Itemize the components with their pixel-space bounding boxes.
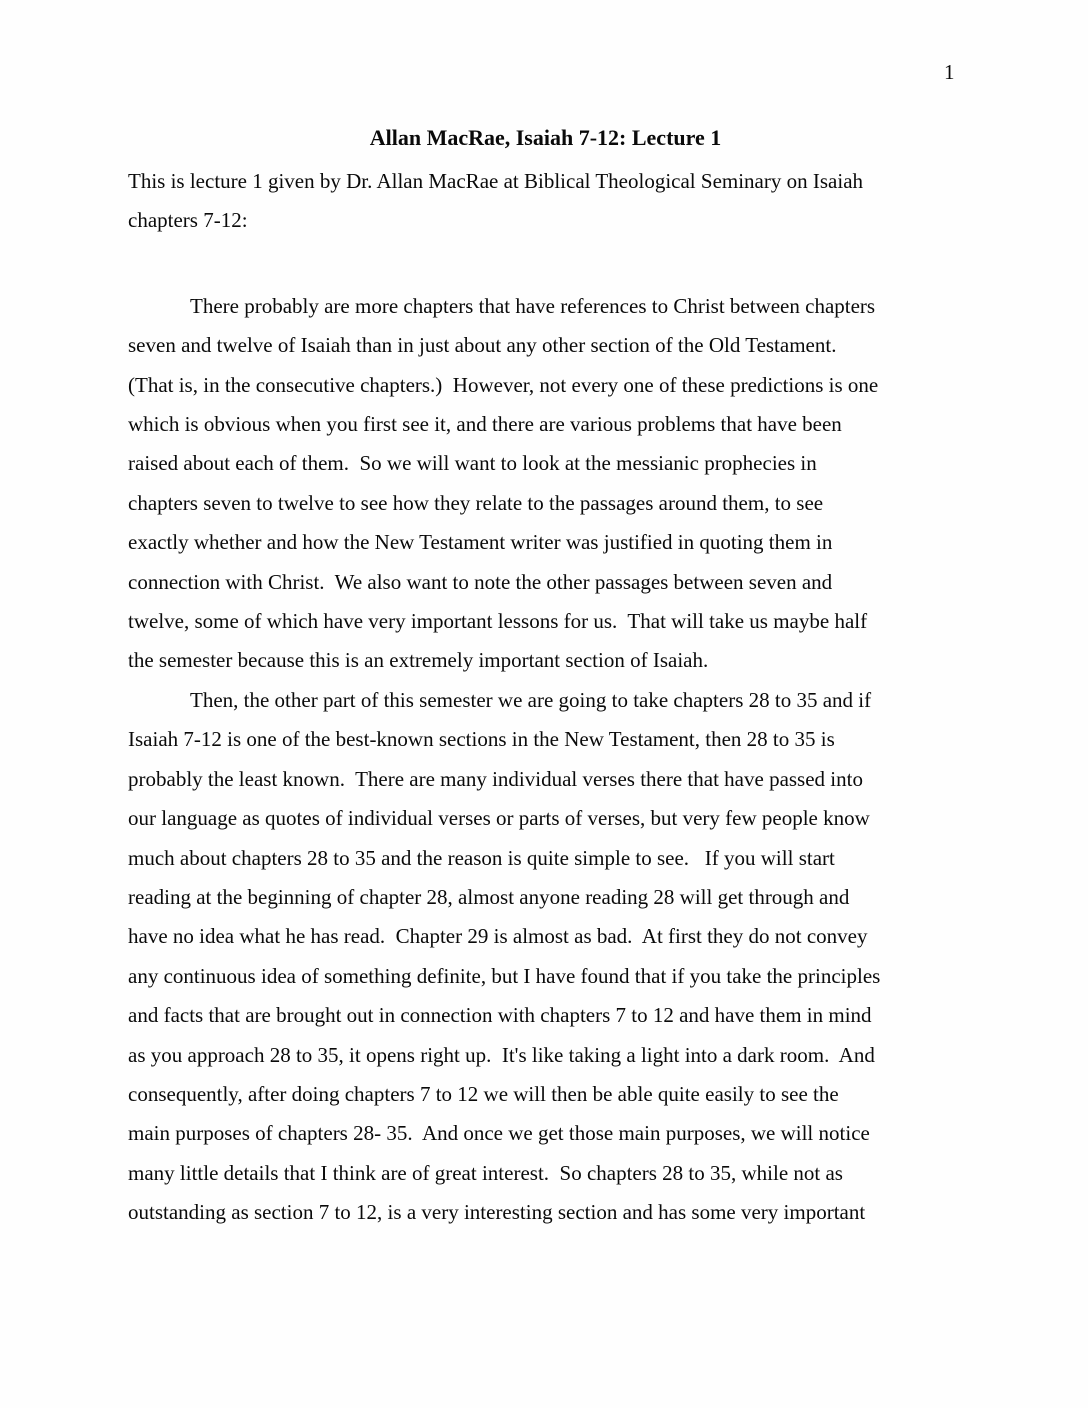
text-line: much about chapters 28 to 35 and the reason is quite simple to see. If you will start [128, 845, 835, 870]
text-line: (That is, in the consecutive chapters.) However, not every one of these predictions is one [128, 372, 879, 397]
text-line: which is obvious when you first see it, and there are various problems that have been [128, 412, 842, 437]
page-number: 1 [944, 60, 955, 84]
text-line: reading at the beginning of chapter 28, almost anyone reading 28 will get through and [128, 884, 850, 909]
text-line: probably the least known. There are many individual verses there that have passed into [128, 766, 863, 791]
text-line: chapters 7-12: [128, 208, 248, 233]
text-line: and facts that are brought out in connection with chapters 7 to 12 and have them in mind [128, 1003, 872, 1028]
body-paragraph [128, 681, 963, 1233]
text-line: Then, the other part of this semester we are going to take chapters 28 to 35 and if [190, 687, 872, 712]
document-body [128, 162, 963, 1233]
text-line: connection with Christ. We also want to note the other passages between seven and [128, 569, 833, 594]
text-line: raised about each of them. So we will want to look at the messianic prophecies in [128, 451, 817, 476]
text-line: This is lecture 1 given by Dr. Allan MacRae at Biblical Theological Seminary on Isaiah [128, 169, 864, 193]
text-line: twelve, some of which have very important lessons for us. That will take us maybe half [128, 609, 868, 634]
paragraphs-container [128, 287, 963, 1233]
text-line: the semester because this is an extremely important section of Isaiah. [128, 648, 709, 673]
text-line: seven and twelve of Isaiah than in just about any other section of the Old Testament. [128, 333, 837, 358]
text-line: exactly whether and how the New Testament writer was justified in quoting them in [128, 530, 833, 555]
text-line: Isaiah 7-12 is one of the best-known sections in the New Testament, then 28 to 35 is [128, 727, 835, 752]
text-line: main purposes of chapters 28- 35. And once we get those main purposes, we will notice [128, 1121, 870, 1146]
text-line: many little details that I think are of great interest. So chapters 28 to 35, while not as [128, 1160, 843, 1185]
text-line: as you approach 28 to 35, it opens right up. It's like taking a light into a dark room. And [128, 1042, 875, 1067]
text-line: our language as quotes of individual verses or parts of verses, but very few people know [128, 806, 870, 831]
body-paragraph [128, 287, 963, 681]
text-line: have no idea what he has read. Chapter 29 is almost as bad. At first they do not convey [128, 924, 868, 949]
text-line: There probably are more chapters that have references to Christ between chapters [190, 293, 876, 318]
text-line: outstanding as section 7 to 12, is a very interesting section and has some very important [128, 1200, 866, 1225]
text-line: any continuous idea of something definite, but I have found that if you take the principles [128, 963, 881, 988]
document-title: Allan MacRae, Isaiah 7-12: Lecture 1 [369, 125, 722, 150]
text-line: consequently, after doing chapters 7 to 12 we will then be able quite easily to see the [128, 1081, 839, 1106]
text-line: chapters seven to twelve to see how they relate to the passages around them, to see [128, 490, 824, 515]
intro-paragraph [128, 162, 963, 241]
